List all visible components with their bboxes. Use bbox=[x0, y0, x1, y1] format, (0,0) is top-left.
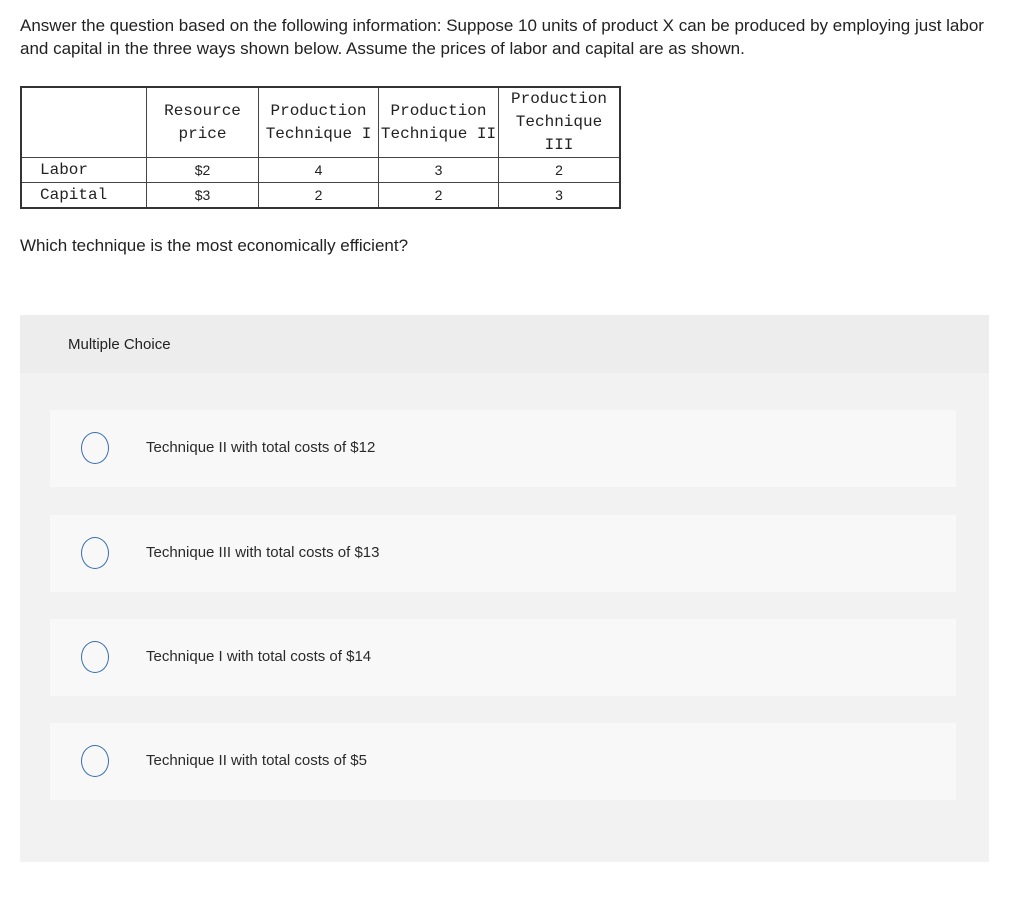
cell-technique-3: 3 bbox=[499, 183, 621, 209]
question-text: Which technique is the most economically efficient? bbox=[20, 236, 409, 255]
radio-button-icon[interactable] bbox=[81, 537, 109, 569]
production-table bbox=[20, 86, 621, 209]
choice-label: Technique I with total costs of $14 bbox=[146, 648, 372, 665]
choice-option-3[interactable] bbox=[50, 619, 956, 696]
table-row-labor bbox=[21, 158, 620, 183]
choice-label: Technique III with total costs of $13 bbox=[146, 544, 380, 561]
table-header-technique-3: Production Technique III bbox=[499, 87, 621, 158]
table-header-row bbox=[21, 87, 620, 158]
choice-option-2[interactable] bbox=[50, 515, 956, 592]
cell-technique-3: 2 bbox=[499, 158, 621, 183]
cell-technique-1: 4 bbox=[259, 158, 379, 183]
choice-label: Technique II with total costs of $12 bbox=[146, 439, 376, 456]
table-header-empty bbox=[21, 87, 147, 158]
radio-button-icon[interactable] bbox=[81, 432, 109, 464]
cell-price: $2 bbox=[147, 158, 259, 183]
choice-label: Technique II with total costs of $5 bbox=[146, 752, 367, 769]
question-intro: Answer the question based on the following information: Suppose 10 units of product X can be produced by employing just labor and capital in the three ways shown below. Assume the prices of labor and capital are as shown. bbox=[20, 16, 984, 58]
cell-technique-2: 2 bbox=[379, 183, 499, 209]
cell-technique-1: 2 bbox=[259, 183, 379, 209]
cell-technique-2: 3 bbox=[379, 158, 499, 183]
choice-option-1[interactable] bbox=[50, 410, 956, 487]
row-label: Labor bbox=[21, 158, 147, 183]
radio-button-icon[interactable] bbox=[81, 641, 109, 673]
choice-option-4[interactable] bbox=[50, 723, 956, 800]
radio-button-icon[interactable] bbox=[81, 745, 109, 777]
table-row-capital bbox=[21, 183, 620, 209]
table-header-technique-2: Production Technique II bbox=[379, 87, 499, 158]
multiple-choice-panel bbox=[20, 315, 989, 862]
cell-price: $3 bbox=[147, 183, 259, 209]
multiple-choice-header bbox=[20, 315, 989, 373]
row-label: Capital bbox=[21, 183, 147, 209]
table-header-resource-price: Resource price bbox=[147, 87, 259, 158]
multiple-choice-title: Multiple Choice bbox=[68, 336, 171, 353]
table-header-technique-1: Production Technique I bbox=[259, 87, 379, 158]
